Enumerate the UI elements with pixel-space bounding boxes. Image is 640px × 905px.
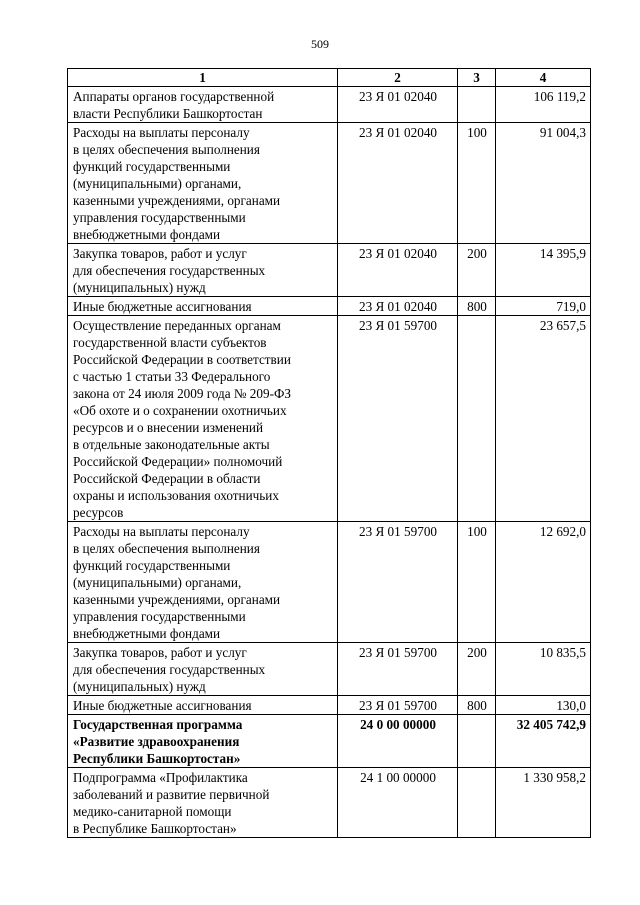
row-expense-type: 800 — [458, 297, 496, 316]
row-description: Государственная программа «Развитие здравоохранения Республики Башкортостан» — [68, 715, 338, 768]
row-target-code: 23 Я 01 59700 — [338, 643, 458, 696]
column-header-4: 4 — [496, 69, 591, 87]
row-expense-type — [458, 87, 496, 123]
table-row — [68, 768, 591, 838]
table-row — [68, 297, 591, 316]
row-expense-type — [458, 715, 496, 768]
row-amount: 10 835,5 — [496, 643, 591, 696]
table-row — [68, 696, 591, 715]
row-target-code: 24 1 00 00000 — [338, 768, 458, 838]
row-amount: 719,0 — [496, 297, 591, 316]
table-row — [68, 522, 591, 643]
row-expense-type — [458, 768, 496, 838]
row-amount: 106 119,2 — [496, 87, 591, 123]
row-target-code: 24 0 00 00000 — [338, 715, 458, 768]
row-target-code: 23 Я 01 59700 — [338, 522, 458, 643]
row-amount: 32 405 742,9 — [496, 715, 591, 768]
row-amount: 14 395,9 — [496, 244, 591, 297]
row-description: Осуществление переданных органам государственной власти субъектов Российской Федерации в соответствии с частью 1 статьи 33 Федерального закона от 24 июля 2009 года № 209-ФЗ «Об охоте и о сохранении охотничьих ресурсов и о внесении изменений в отдельные законодательные акты Российской Федерации» полномочий Российской Федерации в области охраны и использования охотничьих ресурсов — [68, 316, 338, 522]
table-row — [68, 244, 591, 297]
row-target-code: 23 Я 01 59700 — [338, 316, 458, 522]
row-expense-type: 200 — [458, 244, 496, 297]
row-expense-type: 100 — [458, 522, 496, 643]
row-description: Закупка товаров, работ и услуг для обеспечения государственных (муниципальных) нужд — [68, 244, 338, 297]
row-expense-type: 100 — [458, 123, 496, 244]
row-expense-type: 800 — [458, 696, 496, 715]
column-header-3: 3 — [458, 69, 496, 87]
row-description: Иные бюджетные ассигнования — [68, 696, 338, 715]
row-amount: 1 330 958,2 — [496, 768, 591, 838]
page-number: 509 — [311, 37, 329, 51]
table-header-row — [68, 69, 591, 87]
row-target-code: 23 Я 01 02040 — [338, 123, 458, 244]
row-amount: 23 657,5 — [496, 316, 591, 522]
table-row — [68, 643, 591, 696]
row-description: Иные бюджетные ассигнования — [68, 297, 338, 316]
row-target-code: 23 Я 01 59700 — [338, 696, 458, 715]
table-row — [68, 715, 591, 768]
row-description: Расходы на выплаты персоналу в целях обеспечения выполнения функций государственными (муниципальными) органами, казенными учреждениями, органами управления государственными внебюджетными фондами — [68, 123, 338, 244]
column-header-2: 2 — [338, 69, 458, 87]
row-target-code: 23 Я 01 02040 — [338, 297, 458, 316]
row-expense-type: 200 — [458, 643, 496, 696]
row-amount: 12 692,0 — [496, 522, 591, 643]
row-description: Подпрограмма «Профилактика заболеваний и развитие первичной медико-санитарной помощи в Республике Башкортостан» — [68, 768, 338, 838]
row-amount: 130,0 — [496, 696, 591, 715]
row-target-code: 23 Я 01 02040 — [338, 244, 458, 297]
row-description: Закупка товаров, работ и услуг для обеспечения государственных (муниципальных) нужд — [68, 643, 338, 696]
column-header-1: 1 — [68, 69, 338, 87]
row-target-code: 23 Я 01 02040 — [338, 87, 458, 123]
row-amount: 91 004,3 — [496, 123, 591, 244]
table-row — [68, 316, 591, 522]
row-description: Аппараты органов государственной власти Республики Башкортостан — [68, 87, 338, 123]
row-description: Расходы на выплаты персоналу в целях обеспечения выполнения функций государственными (муниципальными) органами, казенными учреждениями, органами управления государственными внебюджетными фондами — [68, 522, 338, 643]
budget-table — [67, 68, 591, 838]
table-body — [68, 87, 591, 838]
table-row — [68, 87, 591, 123]
table-row — [68, 123, 591, 244]
row-expense-type — [458, 316, 496, 522]
